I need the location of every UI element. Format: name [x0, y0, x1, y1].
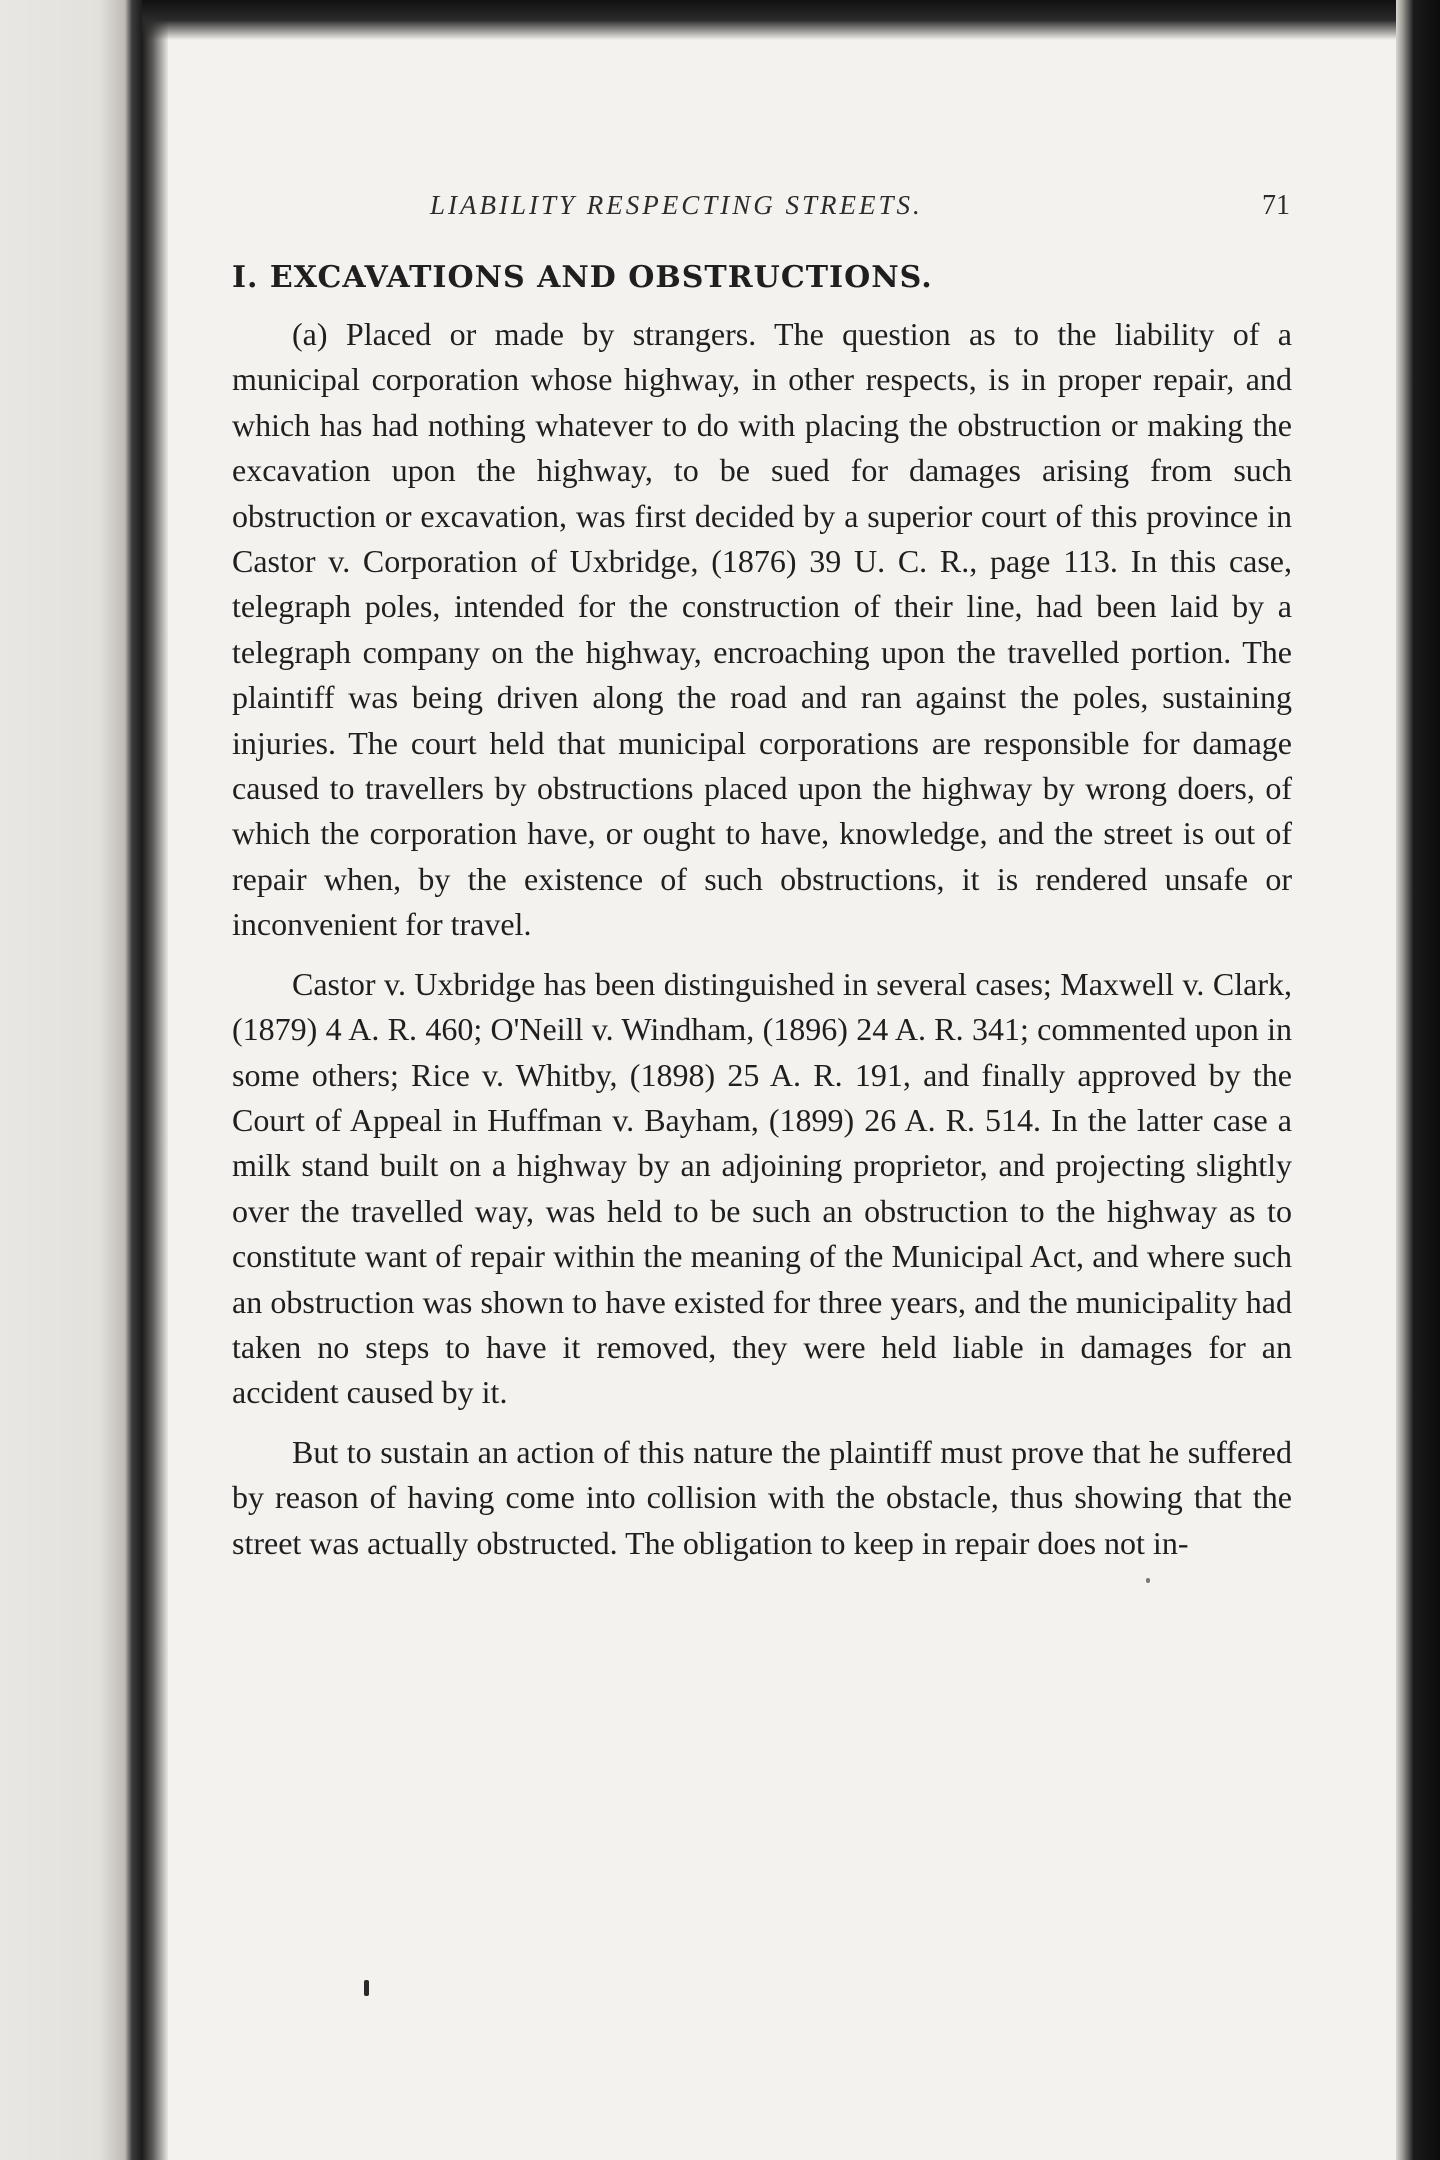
book-page: [160, 40, 1396, 2160]
body-text: [232, 258, 1292, 1580]
paragraph-2: Castor v. Uxbridge has been distinguished in several cases; Maxwell v. Clark, (1879) 4 A. R. 460; O'Neill v. Windham, (1896) 24 A. R. 341; commented upon in some others; Rice v. Whitby, (1898) 25 A. R. 191, and finally approved by the Court of Appeal in Huffman v. Bayham, (1899) 26 A. R. 514. In the latter case a milk stand built on a highway by an adjoining proprietor, and projecting slightly over the travelled way, was held to be such an obstruction to the highway as to constitute want of repair within the meaning of the Municipal Act, and where such an obstruction was shown to have existed for three years, and the municipality had taken no steps to have it removed, they were held liable in damages for an accident caused by it.: [232, 965, 1292, 1411]
running-head: [430, 190, 1290, 230]
ink-speck: [1146, 1578, 1150, 1583]
right-scan-border: [1396, 0, 1440, 2160]
left-binding-edge: [0, 0, 142, 2160]
ink-speck: [364, 1980, 369, 1996]
section-heading: I. EXCAVATIONS AND OBSTRUCTIONS.: [232, 260, 933, 295]
paragraph-1: (a) Placed or made by strangers. The question as to the liability of a municipal corporation whose highway, in other respects, is in proper repair, and which has had nothing whatever to do with placing the obstruction or making the excavation upon the highway, to be sued for damages arising from such obstruction or excavation, was first decided by a superior court of this province in Castor v. Corporation of Uxbridge, (1876) 39 U. C. R., page 113. In this case, telegraph poles, intended for the construction of their line, had been laid by a telegraph company on the highway, encroaching upon the travelled portion. The plaintiff was being driven along the road and ran against the poles, sustaining injuries. The court held that municipal corporations are responsible for damage caused to travellers by obstructions placed upon the highway by wrong doers, of which the corporation have, or ought to have, knowledge, and the street is out of repair when, by the existence of such obstructions, it is rendered unsafe or inconvenient for travel.: [232, 316, 1292, 943]
running-title: LIABILITY RESPECTING STREETS.: [430, 190, 923, 220]
paragraph-3: But to sustain an action of this nature the plaintiff must prove that he suffered by reason of having come into collision with the obstacle, thus showing that the street was actually obstructed. The obligation to keep in repair does not in-: [232, 1433, 1292, 1561]
top-scan-border: [142, 0, 1402, 40]
page-number: 71: [1262, 190, 1290, 221]
